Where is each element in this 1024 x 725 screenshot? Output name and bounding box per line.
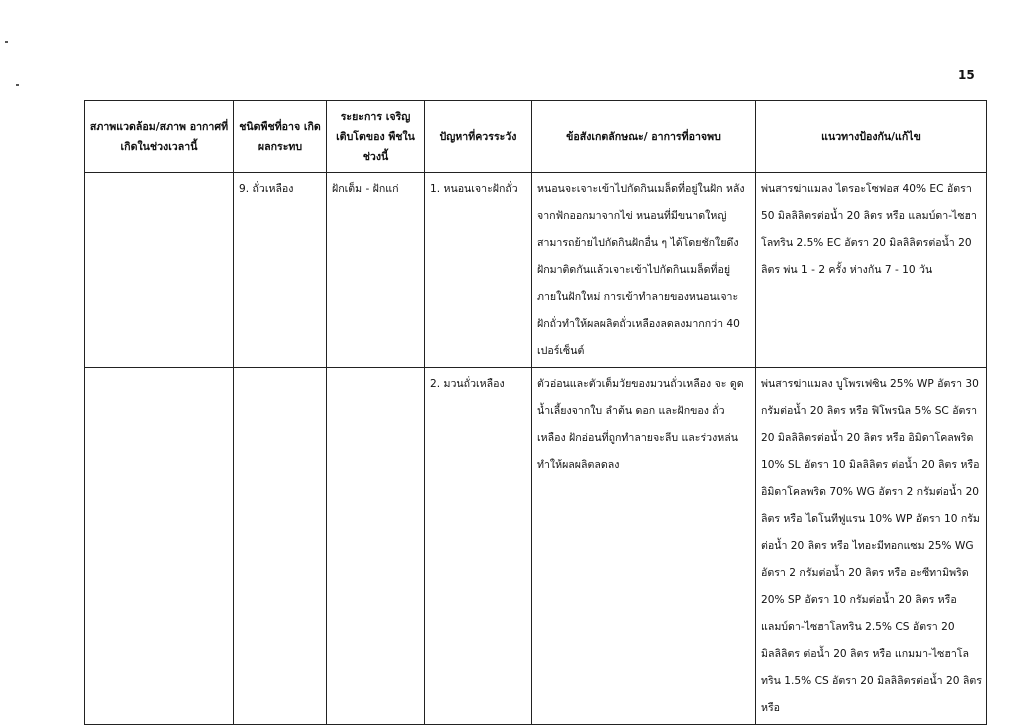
cell-solution: พ่นสารฆ่าแมลง ไตรอะโซฟอส 40% EC อัตรา 50 มิลลิลิตรต่อน้ำ 20 ลิตร หรือ แลมบ์ดา-ไซฮาโลทริน 2.5% EC อัตรา 20 มิลลิลิตรต่อน้ำ 20 ลิตร พ่น 1 - 2 ครั้ง ห่างกัน 7 - 10 วัน (756, 173, 987, 368)
pest-management-table (84, 100, 987, 725)
scan-speck (16, 84, 19, 86)
cell-symptoms: ตัวอ่อนและตัวเต็มวัยของมวนถั่วเหลือง จะ ดูดน้ำเลี้ยงจากใบ ลำต้น ดอก และฝักของ ถั่วเหลือง ฝักอ่อนที่ถูกทำลายจะลีบ และร่วงหล่น ทำให้ผลผลิตลดลง (532, 368, 756, 725)
header-crop: ชนิดพืชที่อาจ เกิดผลกระทบ (234, 101, 327, 173)
cell-problem: 2. มวนถั่วเหลือง (425, 368, 532, 725)
cell-growth-stage (327, 368, 425, 725)
cell-crop: 9. ถั่วเหลือง (234, 173, 327, 368)
header-symptoms: ข้อสังเกตลักษณะ/ อาการที่อาจพบ (532, 101, 756, 173)
page-number: 15 (958, 68, 975, 82)
header-solution: แนวทางป้องกัน/แก้ไข (756, 101, 987, 173)
cell-solution: พ่นสารฆ่าแมลง บูโพรเฟซิน 25% WP อัตรา 30 กรัมต่อน้ำ 20 ลิตร หรือ ฟิโพรนิล 5% SC อัตรา 20 มิลลิลิตรต่อน้ำ 20 ลิตร หรือ อิมิดาโคลพริด 10% SL อัตรา 10 มิลลิลิตร ต่อน้ำ 20 ลิตร หรือ อิมิดาโคลพริด 70% WG อัตรา 2 กรัมต่อน้ำ 20 ลิตร หรือ ไดโนทีฟูแรน 10% WP อัตรา 10 กรัมต่อน้ำ 20 ลิตร หรือ ไทอะมีทอกแซม 25% WG อัตรา 2 กรัมต่อน้ำ 20 ลิตร หรือ อะซีทามิพริด 20% SP อัตรา 10 กรัมต่อน้ำ 20 ลิตร หรือ แลมบ์ดา-ไซฮาโลทริน 2.5% CS อัตรา 20 มิลลิลิตร ต่อน้ำ 20 ลิตร หรือ แกมมา-ไซฮาโลทริน 1.5% CS อัตรา 20 มิลลิลิตรต่อน้ำ 20 ลิตร หรือ (756, 368, 987, 725)
cell-environment (85, 173, 234, 368)
scan-speck (5, 41, 8, 43)
table-row (85, 368, 987, 725)
table-row (85, 173, 987, 368)
cell-growth-stage: ฝักเต็ม - ฝักแก่ (327, 173, 425, 368)
cell-environment (85, 368, 234, 725)
header-growth-stage: ระยะการ เจริญเติบโตของ พืชในช่วงนี้ (327, 101, 425, 173)
cell-symptoms: หนอนจะเจาะเข้าไปกัดกินเมล็ดที่อยู่ในฝัก หลังจากฟักออกมาจากไข่ หนอนที่มีขนาดใหญ่ สามารถย้ายไปกัดกินฝักอื่น ๆ ได้โดยชักใยดึง ฝักมาติดกันแล้วเจาะเข้าไปกัดกินเมล็ดที่อยู่ ภายในฝักใหม่ การเข้าทำลายของหนอนเจาะ ฝักถั่วทำให้ผลผลิตถั่วเหลืองลดลงมากกว่า 40 เปอร์เซ็นต์ (532, 173, 756, 368)
header-problem: ปัญหาที่ควรระวัง (425, 101, 532, 173)
table-header-row (85, 101, 987, 173)
header-environment: สภาพแวดล้อม/สภาพ อากาศที่เกิดในช่วงเวลานี้ (85, 101, 234, 173)
cell-problem: 1. หนอนเจาะฝักถั่ว (425, 173, 532, 368)
cell-crop (234, 368, 327, 725)
